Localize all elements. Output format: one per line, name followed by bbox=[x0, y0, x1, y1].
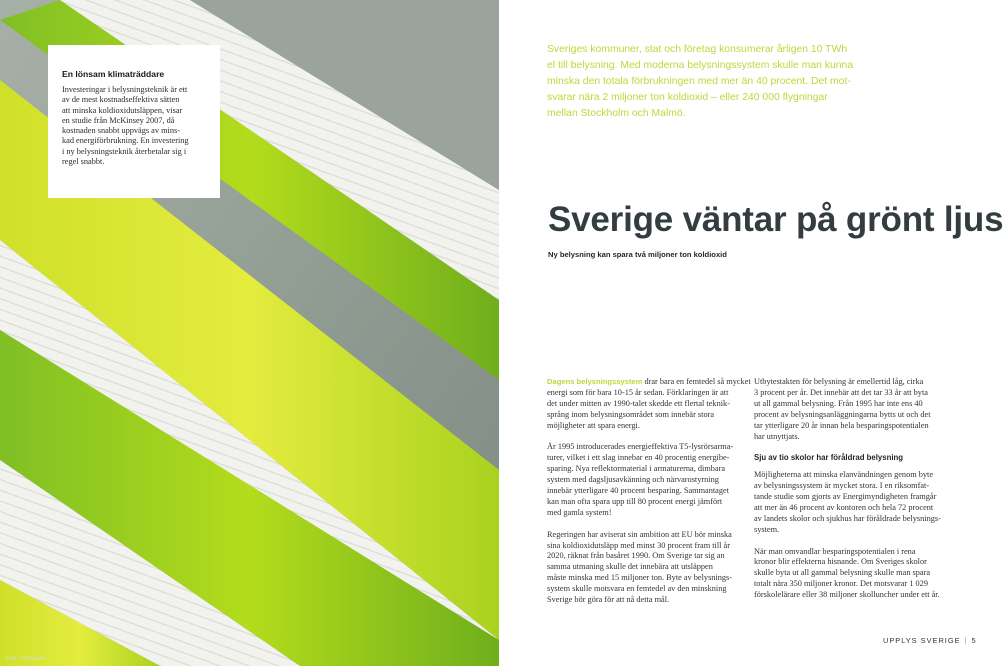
article-column-2 bbox=[754, 377, 959, 612]
right-page bbox=[499, 0, 1003, 666]
intro-text: Sveriges kommuner, stat och företag konsumerar årligen 10 TWh el till belysning. Med moderna belysningssystem skulle man kunna minska den totala förbrukningen med mer än 40 procent. Det mot- svarar nära 2 miljoner ton koldioxid – eller 240 000 flygningar mellan Stockholm och Malmö. bbox=[547, 44, 854, 119]
sidebar-box bbox=[48, 45, 220, 198]
paragraph: Utbytestakten för belysning är emellertid låg, cirka 3 procent per år. Det innebär att det tar 33 år att byta ut all gammal belysning. Från 1995 har inte ens 40 procent av belysningsanläggningarna bytts ut och det tar ytterligare 20 år innan hela besparingspotentialen har utnyttjats. bbox=[754, 377, 931, 441]
lead-in: Dagens belysningssystem bbox=[547, 377, 643, 386]
sidebar-title: En lönsam klimaträddare bbox=[62, 69, 165, 79]
paragraph: År 1995 introducerades energieffektiva T5-lysrörsarma- turer, vilket i ett slag innebar en 40 procentig energibe- sparing. Nya reflektormaterial i armaturerna, dimbara system med dagsljusavkänning och närvarostyrning innebär ytterligare 40 procent besparing. Sammantaget kan man ofta spara upp till 80 procent energi jämfört med gamla system! bbox=[547, 442, 734, 517]
article-column-1 bbox=[547, 377, 752, 617]
section-heading: Sju av tio skolor har föråldrad belysning bbox=[754, 453, 904, 463]
sidebar-text: Investeringar i belysningsteknik är ett av de mest kostnadseffektiva sätten att minska koldioxidutsläppen, visar en studie från McKinsey 2007, då kostnaden snabbt uppvägs av mins- kad energiförbrukning. En investering i ny belysningsteknik återbetalar sig i regel snabbt. bbox=[62, 85, 189, 167]
lighting-photo bbox=[0, 0, 499, 666]
footer-divider: | bbox=[964, 636, 968, 645]
paragraph: Möjligheterna att minska elanvändningen genom byte av belysningssystem är mycket stora. I en riksomfat- tande studie som gjorts av Energimyndigheten framgår att mer än 46 procent av kontoren och hela 72 procent av landets skolor och sjukhus har föråldrade belysnings- system. bbox=[754, 470, 941, 534]
paragraph: När man omvandlar besparingspotentialen i rena kronor blir effekterna hisnande. Om Sveriges skolor skulle byta ut all gammal belysning skulle man spara totalt nära 350 miljoner kronor. Det motsvarar 1 029 förskolelärare eller 38 miljoner skolluncher under ett år. bbox=[754, 546, 940, 600]
page-number: 5 bbox=[971, 636, 977, 645]
subheadline: Ny belysning kan spara två miljoner ton koldioxid bbox=[548, 250, 727, 259]
headline: Sverige väntar på grönt ljus bbox=[548, 200, 1003, 239]
paragraph: Regeringen har aviserat sin ambition att EU bör minska sina koldioxidutsläpp med minst 30 procent fram till år 2020, räknat från basåret 1990. Om Sverige tar sig an samma utmaning skulle det innebära att utsläppen måste minska med 15 miljoner ton. Byte av belysnings- system skulle motsvara en femtedel av den minskning Sverige bör göra för att nå detta mål. bbox=[547, 529, 733, 605]
paragraph bbox=[547, 377, 752, 432]
magazine-name: UPPLYS SVERIGE bbox=[883, 636, 961, 645]
photo-credit: Foto: Ulf Celander bbox=[6, 656, 47, 662]
page-footer bbox=[883, 636, 977, 645]
paragraph-text: drar bara en femtedel så mycket energi som för bara 10-15 år sedan. Förklaringen är att det under mitten av 1990-talet skedde ett flertal teknik- språng inom belysningsområdet som innebär stora möjligheter att spara energi. bbox=[547, 377, 751, 430]
